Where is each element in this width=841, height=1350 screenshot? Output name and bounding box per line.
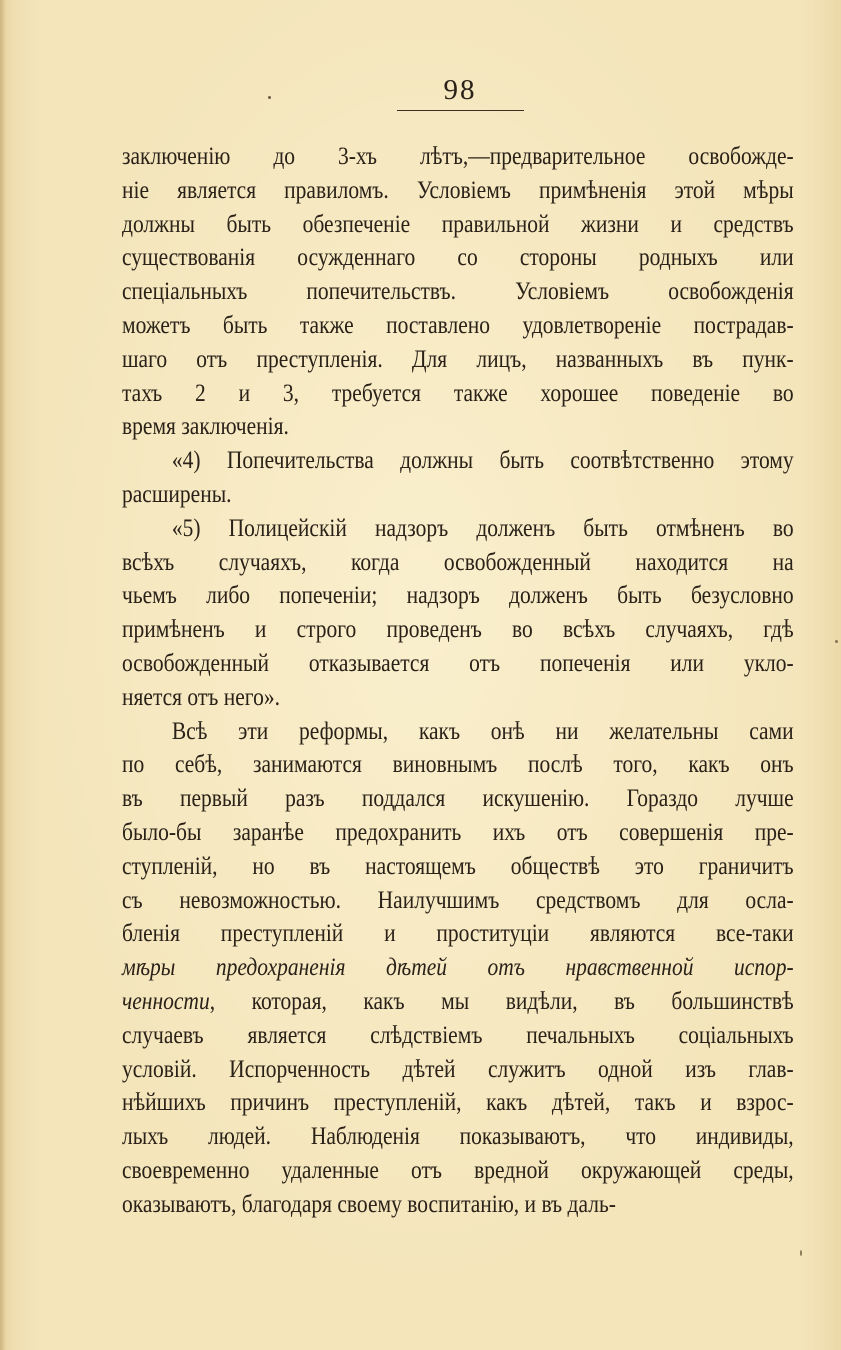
- line-text: «5) Полицейскій надзоръ долженъ быть отмѣненъ во: [171, 514, 794, 542]
- page-number-rule: [397, 110, 524, 111]
- line-text: всѣхъ случаяхъ, когда освобожденный находится на: [122, 548, 794, 576]
- text-line: [122, 377, 794, 411]
- line-text: спеціальныхъ попечительствъ. Условіемъ освобожденія: [122, 278, 794, 306]
- line-text: ступленій, но въ настоящемъ обществѣ это граничитъ: [122, 852, 794, 880]
- line-text: Всѣ эти реформы, какъ онѣ ни желательны сами: [171, 717, 794, 745]
- text-line: [122, 275, 794, 309]
- line-text: бленія преступленій и проституціи являются все-таки: [122, 920, 794, 948]
- text-line: [122, 1053, 794, 1087]
- line-text: расширены.: [122, 480, 232, 508]
- text-line: [122, 579, 794, 613]
- text-line: [122, 1120, 794, 1154]
- line-text: тахъ 2 и 3, требуется также хорошее поведеніе во: [122, 379, 794, 407]
- text-line: [122, 884, 794, 918]
- text-line: [122, 410, 794, 444]
- line-text: чьемъ либо попеченіи; надзоръ долженъ быть безусловно: [122, 582, 794, 610]
- line-text: съ невозможностью. Наилучшимъ средствомъ для осла-: [122, 886, 794, 914]
- text-line: [122, 1154, 794, 1188]
- line-text: существованія осужденнаго со стороны родныхъ или: [122, 244, 794, 272]
- text-line: [122, 681, 794, 715]
- text-line: [122, 850, 794, 884]
- line-text: своевременно удаленные отъ вредной окружающей среды,: [122, 1156, 794, 1184]
- text-line: [122, 241, 794, 275]
- text-line: [122, 478, 794, 512]
- line-text: «4) Попечительства должны быть соотвѣтственно этому: [171, 447, 794, 475]
- print-speck: [268, 96, 271, 99]
- text-line: [122, 174, 794, 208]
- text-line: [122, 1188, 794, 1222]
- line-text: оказываютъ, благодаря своему воспитанію, и въ даль-: [122, 1190, 616, 1218]
- line-text: примѣненъ и строго проведенъ во всѣхъ случаяхъ, гдѣ: [122, 616, 794, 644]
- text-line: [122, 715, 794, 749]
- line-text: няется отъ него».: [122, 683, 280, 711]
- line-text: шаго отъ преступленія. Для лицъ, названныхъ въ пунк-: [122, 345, 794, 373]
- line-text: въ первый разъ поддался искушенію. Гораздо лучше: [122, 785, 794, 813]
- line-text: время заключенія.: [122, 413, 289, 441]
- text-line: [122, 512, 794, 546]
- text-line: [122, 140, 794, 174]
- text-line: [122, 444, 794, 478]
- line-text: ніе является правиломъ. Условіемъ примѣненія этой мѣры: [122, 176, 794, 204]
- text-line: [122, 309, 794, 343]
- text-line: [122, 816, 794, 850]
- line-text: , которая, какъ мы видѣли, въ большинствѣ: [209, 987, 794, 1015]
- page-header: [0, 72, 841, 122]
- line-text: было-бы заранѣе предохранить ихъ отъ совершенія пре-: [122, 818, 794, 846]
- text-line: [122, 917, 794, 951]
- page-number: 98: [443, 74, 477, 106]
- page-binding-edge: [0, 0, 6, 1350]
- text-line: [122, 985, 794, 1019]
- text-line: [122, 1086, 794, 1120]
- line-text: освобожденный отказывается отъ попеченія или укло-: [122, 649, 794, 677]
- text-line: [122, 748, 794, 782]
- line-text: можетъ быть также поставлено удовлетвореніе пострадав-: [122, 311, 794, 339]
- text-line: [122, 208, 794, 242]
- line-text: заключенію до 3-хъ лѣтъ,—предварительное освобожде-: [122, 143, 794, 170]
- line-text: лыхъ людей. Наблюденія показываютъ, что индивиды,: [122, 1123, 794, 1151]
- text-line: [122, 647, 794, 681]
- print-speck: [835, 640, 838, 643]
- italic-text: ченности: [122, 987, 210, 1015]
- text-line: [122, 546, 794, 580]
- line-text: условій. Испорченность дѣтей служитъ одной изъ глав-: [122, 1055, 794, 1083]
- line-text: должны быть обезпеченіе правильной жизни и средствъ: [122, 210, 794, 238]
- text-line: [122, 343, 794, 377]
- line-text: случаевъ является слѣдствіемъ печальныхъ соціальныхъ: [122, 1021, 794, 1049]
- line-text: нѣйшихъ причинъ преступленій, какъ дѣтей, такъ и взрос-: [122, 1089, 794, 1117]
- text-line: [122, 951, 794, 985]
- text-line: [122, 613, 794, 647]
- text-line: [122, 1019, 794, 1053]
- text-line: [122, 782, 794, 816]
- line-text: по себѣ, занимаются виновнымъ послѣ того, какъ онъ: [122, 751, 794, 779]
- print-speck: [800, 1250, 802, 1256]
- italic-text: мѣры предохраненія дѣтей отъ нравственной испор-: [122, 954, 794, 982]
- body-text: [122, 140, 794, 1222]
